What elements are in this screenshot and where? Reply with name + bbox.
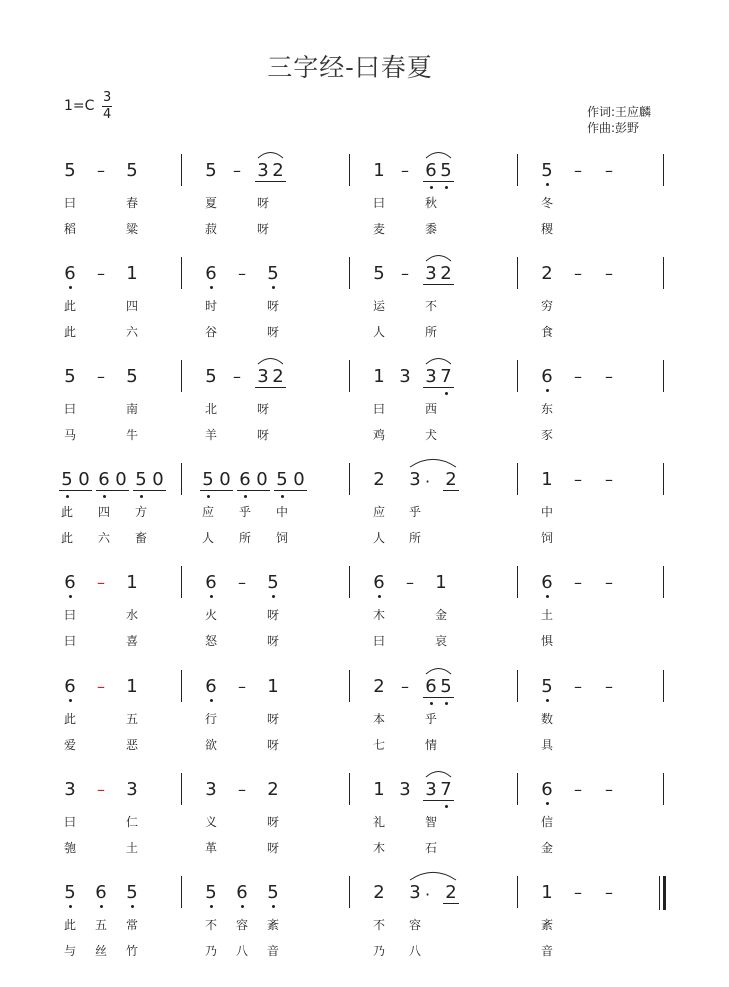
note: 5	[276, 469, 288, 490]
lyric: 信	[540, 815, 553, 829]
dash: –	[574, 573, 582, 592]
note: 2	[373, 676, 385, 697]
note: 3	[399, 779, 411, 800]
note: 2	[445, 882, 457, 903]
lyric: 本	[372, 712, 385, 726]
note: 1	[373, 160, 385, 181]
note: 5	[373, 263, 385, 284]
slur-curve	[410, 872, 456, 880]
lyric: 木	[372, 608, 385, 622]
note: 5	[126, 882, 138, 903]
note: 1	[541, 882, 553, 903]
lyric: 人	[372, 325, 385, 339]
dash: –	[97, 780, 105, 799]
lyric: 应	[201, 505, 214, 519]
lyric: 情	[424, 738, 437, 752]
lyric: 饲	[540, 531, 553, 545]
lyric: 饲	[275, 531, 288, 545]
note: 5	[126, 366, 138, 387]
note: 1	[267, 676, 279, 697]
note: 6	[205, 263, 217, 284]
dash: –	[574, 470, 582, 489]
lyric: 呀	[266, 634, 279, 648]
dash: –	[238, 677, 246, 696]
note: 2	[440, 263, 452, 284]
lyric: 穷	[540, 299, 553, 313]
lyric: 不	[372, 918, 385, 932]
lyric: 黍	[424, 222, 437, 236]
note: 2	[272, 160, 284, 181]
lyric: 水	[125, 608, 138, 622]
lyric: 秋	[424, 196, 437, 210]
lyric: 所	[238, 531, 251, 545]
note: 5	[267, 572, 279, 593]
lyric: 夏	[204, 196, 217, 210]
note: 2	[373, 469, 385, 490]
note: 6	[98, 469, 110, 490]
note: 3	[64, 779, 76, 800]
note: 5	[267, 263, 279, 284]
lyric: 畜	[134, 531, 147, 545]
note: 5	[205, 882, 217, 903]
note: 2	[445, 469, 457, 490]
dash: –	[233, 161, 241, 180]
lyric: 应	[372, 505, 385, 519]
lyric: 呀	[266, 815, 279, 829]
lyric: 紊	[266, 918, 279, 932]
dash: –	[605, 677, 613, 696]
lyric: 四	[125, 299, 138, 313]
dash: –	[574, 161, 582, 180]
augmentation-dot: ·	[425, 885, 431, 904]
dash: –	[97, 573, 105, 592]
lyric: 此	[60, 505, 73, 519]
dash: –	[238, 264, 246, 283]
note: 2	[267, 779, 279, 800]
note: 3	[409, 469, 421, 490]
lyric: 曰	[63, 608, 76, 622]
note: 5	[135, 469, 147, 490]
lyric: 运	[372, 299, 385, 313]
lyric: 曰	[63, 815, 76, 829]
lyric: 六	[125, 325, 138, 339]
lyric: 曰	[372, 634, 385, 648]
note: 6	[239, 469, 251, 490]
lyric: 菽	[204, 222, 217, 236]
note: 0	[115, 469, 127, 490]
dash: –	[605, 264, 613, 283]
note: 7	[440, 779, 452, 800]
note: 5	[541, 676, 553, 697]
dash: –	[605, 780, 613, 799]
lyric: 曰	[372, 402, 385, 416]
lyric: 欲	[204, 738, 217, 752]
note: 3	[257, 160, 269, 181]
lyric: 石	[424, 841, 437, 855]
note: 1	[126, 263, 138, 284]
note: 5	[267, 882, 279, 903]
note: 5	[202, 469, 214, 490]
time-signature-top: 3	[103, 90, 112, 105]
note: 2	[272, 366, 284, 387]
lyric: 仁	[125, 815, 138, 829]
lyric: 曰	[372, 196, 385, 210]
lyric: 木	[372, 841, 385, 855]
note: 2	[373, 882, 385, 903]
lyric: 呀	[266, 841, 279, 855]
note: 6	[205, 572, 217, 593]
note: 5	[440, 160, 452, 181]
note: 6	[236, 882, 248, 903]
note: 6	[541, 572, 553, 593]
note: 2	[541, 263, 553, 284]
lyric: 人	[201, 531, 214, 545]
dash: –	[97, 367, 105, 386]
lyric: 金	[434, 608, 447, 622]
dash: –	[401, 161, 409, 180]
dash: –	[238, 573, 246, 592]
dash: –	[574, 367, 582, 386]
note: 5	[205, 366, 217, 387]
lyric: 五	[94, 918, 107, 932]
note: 6	[373, 572, 385, 593]
lyric: 此	[63, 712, 76, 726]
note: 6	[64, 263, 76, 284]
note: 5	[126, 160, 138, 181]
note: 3	[409, 882, 421, 903]
note: 6	[64, 572, 76, 593]
lyric: 北	[204, 402, 217, 416]
note: 6	[205, 676, 217, 697]
dash: –	[574, 264, 582, 283]
note: 0	[78, 469, 90, 490]
lyric: 此	[63, 299, 76, 313]
lyric: 所	[424, 325, 437, 339]
note: 1	[373, 366, 385, 387]
lyric: 冬	[540, 196, 553, 210]
lyric: 容	[235, 918, 248, 932]
page-title: 三字经-曰春夏	[267, 53, 433, 82]
note: 1	[435, 572, 447, 593]
lyric: 丝	[94, 944, 107, 958]
note: 0	[219, 469, 231, 490]
note: 3	[425, 263, 437, 284]
lyric: 礼	[372, 815, 385, 829]
lyric: 七	[372, 738, 385, 752]
note: 5	[205, 160, 217, 181]
lyric: 乃	[372, 944, 385, 958]
lyric: 乎	[238, 505, 251, 519]
lyric: 四	[97, 505, 110, 519]
lyric: 匏	[63, 841, 76, 855]
note: 1	[373, 779, 385, 800]
lyric: 谷	[204, 325, 217, 339]
lyric: 牛	[125, 428, 138, 442]
note: 5	[541, 160, 553, 181]
note: 1	[126, 676, 138, 697]
augmentation-dot: ·	[425, 472, 431, 491]
lyric: 行	[204, 712, 217, 726]
lyric: 竹	[125, 944, 138, 958]
dash: –	[605, 161, 613, 180]
dash: –	[401, 677, 409, 696]
lyric: 土	[540, 608, 553, 622]
note: 5	[64, 160, 76, 181]
lyric: 呀	[256, 196, 269, 210]
note: 0	[152, 469, 164, 490]
lyric: 曰	[63, 196, 76, 210]
lyric: 中	[540, 505, 553, 519]
lyric: 豕	[540, 428, 553, 442]
note: 0	[293, 469, 305, 490]
lyric: 稻	[63, 222, 76, 236]
lyric: 粱	[125, 222, 138, 236]
lyric: 八	[408, 944, 421, 958]
note: 3	[205, 779, 217, 800]
lyric: 南	[125, 402, 138, 416]
dash: –	[401, 264, 409, 283]
lyric: 方	[134, 505, 147, 519]
time-signature-bottom: 4	[103, 107, 112, 122]
lyric: 怒	[204, 634, 217, 648]
lyric: 食	[540, 325, 553, 339]
lyric: 喜	[125, 634, 138, 648]
lyric: 八	[235, 944, 248, 958]
note: 0	[256, 469, 268, 490]
note: 3	[399, 366, 411, 387]
composer-credit: 作曲:彭野	[587, 121, 640, 135]
note: 6	[541, 779, 553, 800]
note: 6	[95, 882, 107, 903]
note: 5	[440, 676, 452, 697]
lyric: 数	[540, 712, 553, 726]
dash: –	[574, 780, 582, 799]
lyric: 鸡	[372, 428, 385, 442]
lyric: 金	[540, 841, 553, 855]
lyric: 具	[540, 738, 553, 752]
note: 3	[425, 366, 437, 387]
lyric: 中	[275, 505, 288, 519]
dash: –	[97, 677, 105, 696]
lyric: 东	[540, 402, 553, 416]
lyric: 此	[63, 918, 76, 932]
note: 3	[257, 366, 269, 387]
lyric: 革	[204, 841, 217, 855]
lyric: 义	[204, 815, 217, 829]
lyric: 所	[408, 531, 421, 545]
dash: –	[574, 883, 582, 902]
lyric: 音	[266, 944, 279, 958]
lyric: 曰	[63, 402, 76, 416]
note: 6	[425, 160, 437, 181]
dash: –	[605, 573, 613, 592]
key-signature: 1=C	[64, 98, 95, 114]
lyric: 呀	[266, 738, 279, 752]
lyric: 紊	[540, 918, 553, 932]
note: 6	[64, 676, 76, 697]
lyric: 爱	[63, 738, 76, 752]
note: 5	[64, 366, 76, 387]
note: 5	[64, 882, 76, 903]
lyric: 麦	[372, 222, 385, 236]
lyric: 五	[125, 712, 138, 726]
lyric: 乎	[424, 712, 437, 726]
lyric: 容	[408, 918, 421, 932]
note: 6	[541, 366, 553, 387]
lyric: 乃	[204, 944, 217, 958]
lyric: 呀	[256, 428, 269, 442]
lyric: 羊	[204, 428, 217, 442]
lyric: 犬	[424, 428, 437, 442]
dash: –	[605, 883, 613, 902]
lyric: 呀	[256, 222, 269, 236]
lyric: 智	[424, 815, 437, 829]
lyric: 乎	[408, 505, 421, 519]
dash: –	[406, 573, 414, 592]
lyric: 曰	[63, 634, 76, 648]
lyric: 音	[540, 944, 553, 958]
lyric: 惧	[540, 634, 553, 648]
lyric: 呀	[266, 325, 279, 339]
lyric: 与	[63, 944, 76, 958]
lyric: 春	[125, 196, 138, 210]
lyric: 不	[424, 299, 437, 313]
dash: –	[97, 161, 105, 180]
lyric: 稷	[540, 222, 553, 236]
lyric: 呀	[256, 402, 269, 416]
note: 1	[541, 469, 553, 490]
lyric: 马	[63, 428, 76, 442]
note: 1	[126, 572, 138, 593]
lyric: 呀	[266, 299, 279, 313]
lyric: 哀	[434, 634, 447, 648]
lyricist-credit: 作词:王应麟	[587, 105, 652, 119]
note: 6	[425, 676, 437, 697]
note: 3	[126, 779, 138, 800]
lyric: 此	[63, 325, 76, 339]
lyric: 时	[204, 299, 217, 313]
lyric: 此	[60, 531, 73, 545]
dash: –	[233, 367, 241, 386]
lyric: 人	[372, 531, 385, 545]
note: 5	[61, 469, 73, 490]
lyric: 不	[204, 918, 217, 932]
dash: –	[238, 780, 246, 799]
dash: –	[97, 264, 105, 283]
note: 3	[425, 779, 437, 800]
lyric: 恶	[125, 738, 138, 752]
note: 7	[440, 366, 452, 387]
lyric: 火	[204, 608, 217, 622]
dash: –	[574, 677, 582, 696]
lyric: 呀	[266, 608, 279, 622]
lyric: 土	[125, 841, 138, 855]
lyric: 西	[424, 402, 437, 416]
lyric: 常	[125, 918, 138, 932]
dash: –	[605, 470, 613, 489]
lyric: 六	[97, 531, 110, 545]
lyric: 呀	[266, 712, 279, 726]
dash: –	[605, 367, 613, 386]
